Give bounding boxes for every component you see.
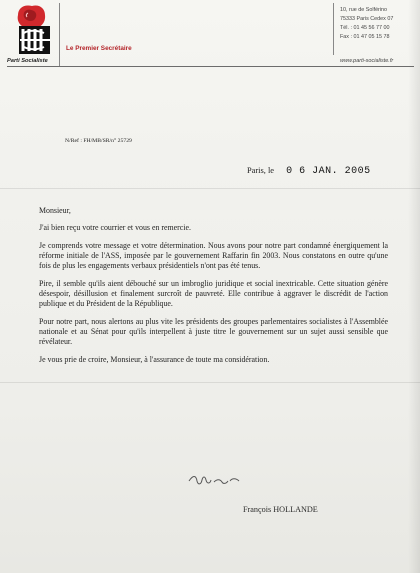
address-line: 75333 Paris Cedex 07 bbox=[340, 16, 394, 23]
paper-shadow bbox=[408, 0, 420, 573]
header-rule bbox=[7, 66, 414, 67]
header-divider bbox=[59, 3, 60, 66]
address-line: 10, rue de Solférino bbox=[340, 7, 388, 13]
paper-fold bbox=[0, 188, 420, 189]
party-name: Parti Socialiste bbox=[7, 58, 48, 64]
signer-name: François HOLLANDE bbox=[243, 505, 318, 514]
paper-fold bbox=[0, 382, 420, 383]
letter-paragraph: Pour notre part, nous alertons au plus vite les présidents des groupes parlementaires socialistes à l'Assemblée nationale et au Sénat pour qu'ils interpellent à juste titre le gouvernement sur un sujet aussi sensible que révélateur. bbox=[39, 317, 388, 346]
date-line bbox=[247, 166, 371, 177]
date-place-label: Paris, le bbox=[247, 166, 274, 175]
party-address bbox=[340, 6, 416, 42]
letter-paragraph: Je comprends votre message et votre détermination. Nous avons pour notre part condamné énergiquement la réforme initiale de l'ASS, imposée par le gouvernement Raffarin fin 2003. Nous constatons en outre qu'une fois de plus les engagements verbaux présidentiels n'ont pas été tenus. bbox=[39, 241, 388, 270]
party-logo-icon bbox=[6, 2, 58, 56]
date-stamp: 0 6 JAN. 2005 bbox=[286, 166, 371, 177]
office-title: Le Premier Secrétaire bbox=[66, 45, 132, 52]
letter-paragraph: J'ai bien reçu votre courrier et vous en remercie. bbox=[39, 223, 191, 232]
letter-paragraph: Je vous prie de croire, Monsieur, à l'assurance de toute ma considération. bbox=[39, 355, 270, 364]
address-divider bbox=[333, 3, 334, 55]
letter-body bbox=[39, 206, 388, 373]
signature-mark bbox=[187, 471, 242, 489]
website-text: www.parti-socialiste.fr bbox=[340, 58, 394, 64]
salutation: Monsieur, bbox=[39, 206, 71, 215]
letter-paragraph: Pire, il semble qu'ils aient débouché sur un imbroglio juridique et social inextricable. Cette situation génère désespoir, désillusion et finalement surcroît de pauvreté. Elle contribue à aggraver le discrédit de l'action publique et du Président de la République. bbox=[39, 279, 388, 308]
address-line: Fax : 01 47 05 15 78 bbox=[340, 34, 390, 41]
reference-text: N/Ref : FH/MB/SR/n° 25729 bbox=[65, 138, 132, 144]
address-line: Tél. : 01 45 56 77 00 bbox=[340, 25, 390, 32]
